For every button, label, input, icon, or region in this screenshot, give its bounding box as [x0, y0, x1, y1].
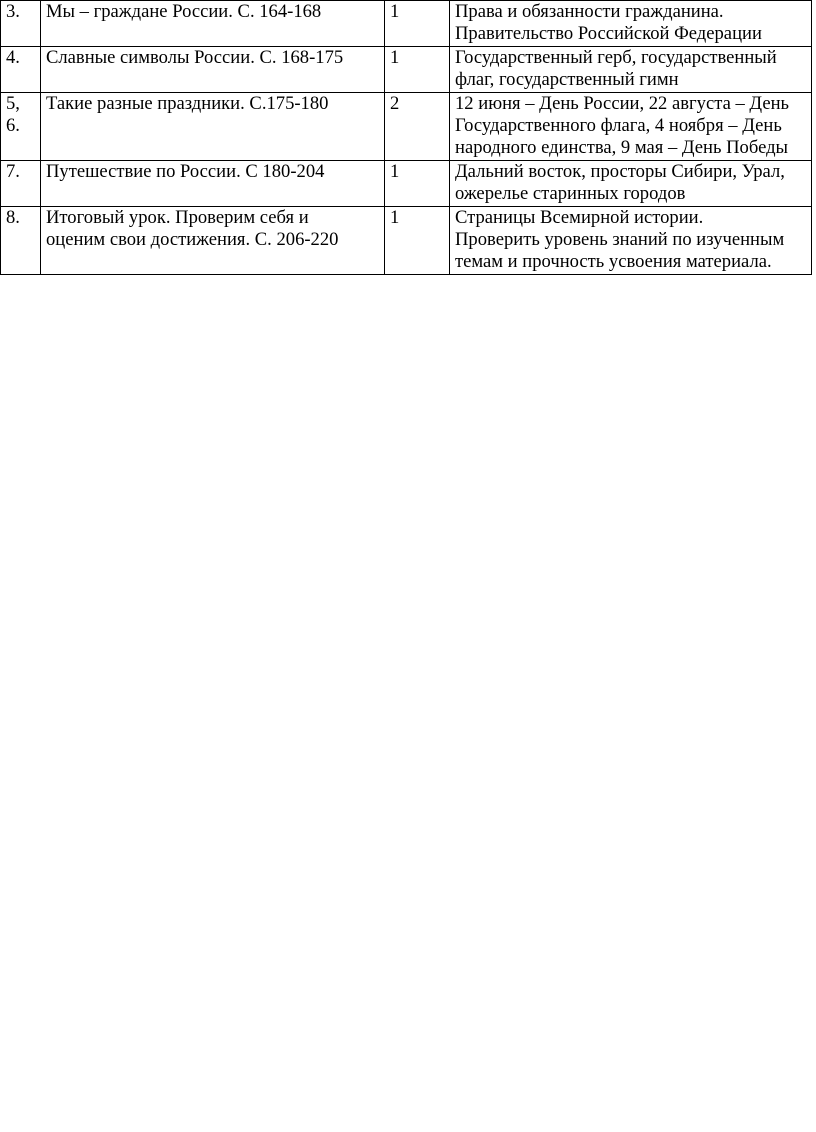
lesson-hours: 1: [390, 1, 400, 22]
lesson-content-line: Государственный герб, государственный: [455, 47, 777, 68]
lesson-content-cell: [450, 47, 812, 93]
lesson-hours: 1: [390, 47, 400, 68]
lesson-number: 5,: [6, 93, 20, 114]
lesson-hours-cell: [385, 161, 450, 207]
lesson-content-cell: [450, 161, 812, 207]
lesson-number-cell: [1, 161, 41, 207]
lesson-topic-line: оценим свои достижения. С. 206-220: [46, 229, 339, 250]
lesson-content-line: Государственного флага, 4 ноября – День: [455, 115, 782, 136]
lesson-content-cell: [450, 1, 812, 47]
lesson-content-line: ожерелье старинных городов: [455, 183, 686, 204]
lesson-topic-line: Итоговый урок. Проверим себя и: [46, 207, 309, 228]
lesson-topic-line: Славные символы России. С. 168-175: [46, 47, 344, 68]
table-row: [1, 207, 812, 275]
lesson-hours: 1: [390, 207, 400, 228]
lesson-content-cell: [450, 207, 812, 275]
table-row: [1, 161, 812, 207]
lesson-number-cell: [1, 1, 41, 47]
lesson-number: 6.: [6, 115, 20, 136]
lesson-hours: 2: [390, 93, 400, 114]
lesson-hours-cell: [385, 1, 450, 47]
lesson-number-cell: [1, 47, 41, 93]
lesson-content-line: флаг, государственный гимн: [455, 69, 679, 90]
lesson-hours: 1: [390, 161, 400, 182]
lesson-hours-cell: [385, 207, 450, 275]
lesson-content-line: темам и прочность усвоения материала.: [455, 251, 772, 272]
lesson-content-line: Правительство Российской Федерации: [455, 23, 762, 44]
lesson-topic-cell: [41, 93, 385, 161]
lesson-content-line: Страницы Всемирной истории.: [455, 207, 704, 228]
lesson-content-line: Дальний восток, просторы Сибири, Урал,: [455, 161, 785, 182]
lesson-number: 3.: [6, 1, 20, 22]
lesson-number: 7.: [6, 161, 20, 182]
table-row: [1, 47, 812, 93]
lesson-topic-cell: [41, 47, 385, 93]
lesson-topic-line: Путешествие по России. С 180-204: [46, 161, 325, 182]
lesson-content-line: 12 июня – День России, 22 августа – День: [455, 93, 790, 114]
lesson-hours-cell: [385, 93, 450, 161]
lesson-hours-cell: [385, 47, 450, 93]
table-row: [1, 93, 812, 161]
lesson-content-cell: [450, 93, 812, 161]
lesson-number: 8.: [6, 207, 20, 228]
table-row: [1, 1, 812, 47]
lesson-topic-cell: [41, 1, 385, 47]
lesson-topic-cell: [41, 161, 385, 207]
lesson-number-cell: [1, 207, 41, 275]
lesson-topic-line: Мы – граждане России. С. 164-168: [46, 1, 322, 22]
lesson-number: 4.: [6, 47, 20, 68]
lesson-plan-table: [0, 0, 812, 275]
lesson-number-cell: [1, 93, 41, 161]
lesson-content-line: Проверить уровень знаний по изученным: [455, 229, 785, 250]
lesson-content-line: народного единства, 9 мая – День Победы: [455, 137, 789, 158]
lesson-content-line: Права и обязанности гражданина.: [455, 1, 724, 22]
lesson-topic-cell: [41, 207, 385, 275]
lesson-topic-line: Такие разные праздники. С.175-180: [46, 93, 329, 114]
